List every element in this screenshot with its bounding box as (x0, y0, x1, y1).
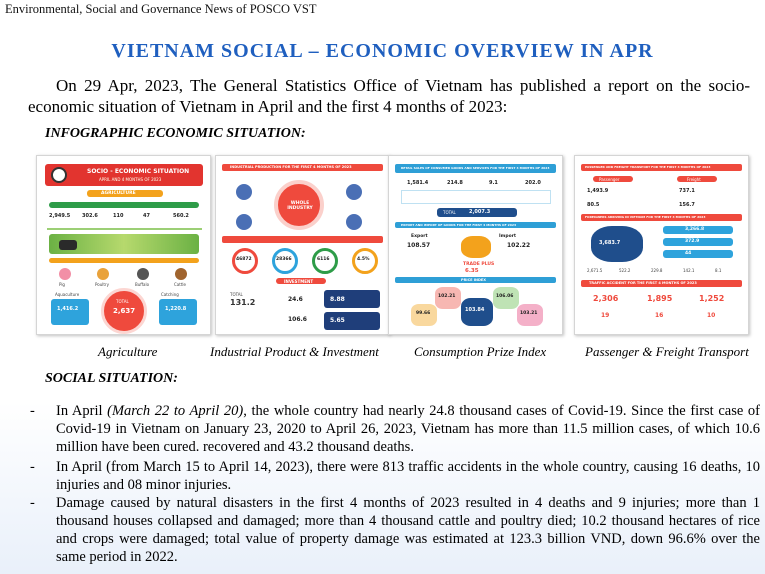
cattle-icon (175, 268, 187, 280)
social-bullet-list (30, 402, 760, 566)
enterprise-num-2: 28366 (276, 257, 292, 262)
mining-icon (236, 184, 252, 200)
invest-v1: 24.6 (288, 296, 303, 303)
ship-icon (461, 236, 491, 258)
infographic-transport[interactable] (574, 155, 749, 335)
foreign-title: FOREIGNERS ARRIVING IN VIETNAM FOR THE FIRST 4 MONTHS OF 2023 (585, 215, 706, 219)
accident-1: 2,306 (593, 294, 619, 303)
bullet-dash: - (30, 403, 35, 419)
freight-v2: 156.7 (679, 202, 695, 208)
export-label: Export (411, 234, 428, 239)
region-1: 2,671.5 (587, 268, 603, 273)
agri-total-value: 2,637 (113, 307, 136, 315)
passenger-v1: 1,493.9 (587, 188, 609, 194)
crop-5: 560.2 (173, 213, 189, 219)
price-title: PRICE INDEX (461, 278, 486, 282)
retail-stat-4: 202.0 (525, 180, 541, 186)
bullet-traffic (30, 458, 760, 494)
crop-2: 302.6 (82, 213, 98, 219)
agri-total-label: TOTAL (116, 299, 129, 304)
price-4: 103.84 (465, 307, 485, 313)
region-4: 142.1 (683, 268, 695, 273)
retail-total-value: 2,007.3 (469, 209, 491, 215)
page-title: VIETNAM SOCIAL – ECONOMIC OVERVIEW IN APR (111, 40, 654, 62)
infographic-consumption[interactable] (388, 155, 563, 335)
logo-icon (51, 167, 67, 183)
agri-subtitle: APRIL AND 4 MONTHS OF 2023 (99, 177, 162, 182)
agri-banner: AGRICULTURE (101, 191, 136, 196)
price-5: 103.21 (520, 311, 538, 316)
poultry-icon (97, 268, 109, 280)
accident-sub-1: 19 (601, 312, 610, 319)
animal-pig: Pig (59, 282, 65, 287)
pig-icon (59, 268, 71, 280)
bullet-covid (30, 402, 760, 456)
catching-label: Catching (161, 292, 179, 297)
tractor-icon (59, 240, 77, 250)
bullet-covid-text: , the whole country had nearly 24.8 thousand cases of Covid-19. Since the first case of Covid-19 in Vietnam on January 23, 2020 to April 26, 2023, Vietnam has more than 11.5 million cases, of which 10.6 million have been cured. recovered and 43.2 thousand deaths. (56, 403, 760, 455)
bullet-traffic-text: In April (from March 15 to April 14, 2023), there were 813 traffic accidents in the whole country, causing 16 deaths, 10 injuries and 08 minor injuries. (56, 459, 760, 493)
retail-total-label: TOTAL (443, 210, 456, 215)
import-value: 102.22 (507, 242, 531, 249)
region-3: 229.8 (651, 268, 663, 273)
animal-poultry: Poultry (95, 282, 109, 287)
foreign-v2: 372.9 (685, 239, 700, 244)
fdi-2: 5.65 (330, 317, 345, 324)
enterprise-num-3: 6116 (317, 257, 330, 262)
freight-v1: 737.1 (679, 188, 695, 194)
passenger-label: Passenger (599, 177, 620, 182)
foreign-v1: 3,266.8 (685, 227, 705, 232)
infographic-agriculture[interactable] (36, 155, 211, 335)
infographic-industry[interactable] (215, 155, 390, 335)
agri-title: SOCIO - ECONOMIC SITUATION (87, 168, 190, 175)
animal-buffalo: Buffalo (135, 282, 150, 287)
header-text: Environmental, Social and Governance News of POSCO VST (5, 2, 317, 16)
retail-stat-3: 9.1 (489, 180, 498, 186)
export-value: 108.57 (407, 242, 431, 249)
freight-label: Freight (687, 177, 701, 182)
enterprise-num-1: 46872 (236, 257, 252, 262)
bullet-covid-period: (March 22 to April 20) (107, 403, 244, 419)
import-label: Import (499, 234, 517, 239)
region-5: 8.1 (715, 268, 722, 273)
electricity-icon (346, 214, 362, 230)
retail-title: RETAIL SALES OF CONSUMER GOODS AND SERVICES FOR THE FIRST 4 MONTHS OF 2023 (401, 166, 550, 170)
industry-title: INDUSTRIAL PRODUCTION FOR THE FIRST 4 MONTHS OF 2023 (230, 165, 352, 169)
bullet-covid-lead: In April (56, 403, 108, 419)
price-3: 99.66 (416, 311, 431, 316)
caption-agriculture: Agriculture (98, 344, 158, 359)
accident-2: 1,895 (647, 294, 673, 303)
transport-title: PASSENGER AND FREIGHT TRANSPORT FOR THE FIRST 4 MONTHS OF 2023 (585, 165, 711, 169)
buffalo-icon (137, 268, 149, 280)
bullet-dash: - (30, 495, 35, 511)
price-1: 102.21 (438, 294, 456, 299)
accident-title: TRAFFIC ACCIDENT FOR THE FIRST 4 MONTHS OF 2023 (589, 281, 697, 285)
aquaculture-label: Aquaculture (55, 292, 80, 297)
catching-value: 1,220.8 (165, 306, 187, 312)
crop-1: 2,949.5 (49, 213, 71, 219)
bullet-dash: - (30, 459, 35, 475)
animal-cattle: Cattle (174, 282, 186, 287)
whole-industry-label: WHOLE INDUSTRY (287, 201, 313, 211)
accident-sub-3: 10 (707, 312, 716, 319)
passenger-v2: 80.5 (587, 202, 600, 208)
foreign-v3: 44 (685, 251, 692, 256)
retail-stat-1: 1,581.4 (407, 180, 429, 186)
investment-title: INVESTMENT (284, 279, 314, 284)
enterprise-num-4: 4.5% (357, 257, 370, 262)
trade-plus-value: 6.35 (465, 268, 479, 274)
trade-plus-label: TRADE PLUS (463, 262, 495, 267)
caption-industry: Industrial Product & Investment (210, 344, 379, 359)
aquaculture-value: 1,416.2 (57, 306, 79, 312)
foreign-total: 3,683.7 (599, 240, 621, 246)
invest-v2: 106.6 (288, 316, 307, 323)
caption-consumption: Consumption Prize Index (414, 344, 547, 359)
water-icon (236, 214, 252, 230)
invest-total-label: TOTAL (230, 292, 243, 297)
accident-sub-2: 16 (655, 312, 664, 319)
retail-stat-2: 214.8 (447, 180, 463, 186)
invest-total-value: 131.2 (230, 298, 256, 307)
region-2: 522.2 (619, 268, 631, 273)
fdi-1: 8.88 (330, 296, 345, 303)
accident-3: 1,252 (699, 294, 725, 303)
infographic-heading: INFOGRAPHIC ECONOMIC SITUATION: (45, 126, 306, 141)
trade-title: EXPORT AND IMPORT OF GOODS FOR THE FIRST 4 MONTHS OF 2023 (401, 223, 517, 227)
manufacturing-icon (346, 184, 362, 200)
crop-4: 47 (143, 213, 150, 219)
bullet-disasters (30, 494, 760, 566)
crop-3: 110 (113, 213, 124, 219)
social-heading: SOCIAL SITUATION: (45, 371, 178, 386)
bullet-disasters-text: Damage caused by natural disasters in the first 4 months of 2023 resulted in 4 deaths and 9 injuries; more than 1 thousand houses collapsed and damaged; more than 4 thousand cattle and poultry died; 10.2 thousand hectares of rice and crops were damaged; total value of property damage was estimated at 123.3 billion VND, down 96.6% over the same period in 2022. (56, 495, 760, 565)
intro-paragraph: On 29 Apr, 2023, The General Statistics Office of Vietnam has published a report on the socio-economic situation of Vietnam in April and the first 4 months of 2023: (28, 76, 750, 116)
caption-transport: Passenger & Freight Transport (585, 344, 749, 359)
price-2: 106.06 (496, 294, 514, 299)
